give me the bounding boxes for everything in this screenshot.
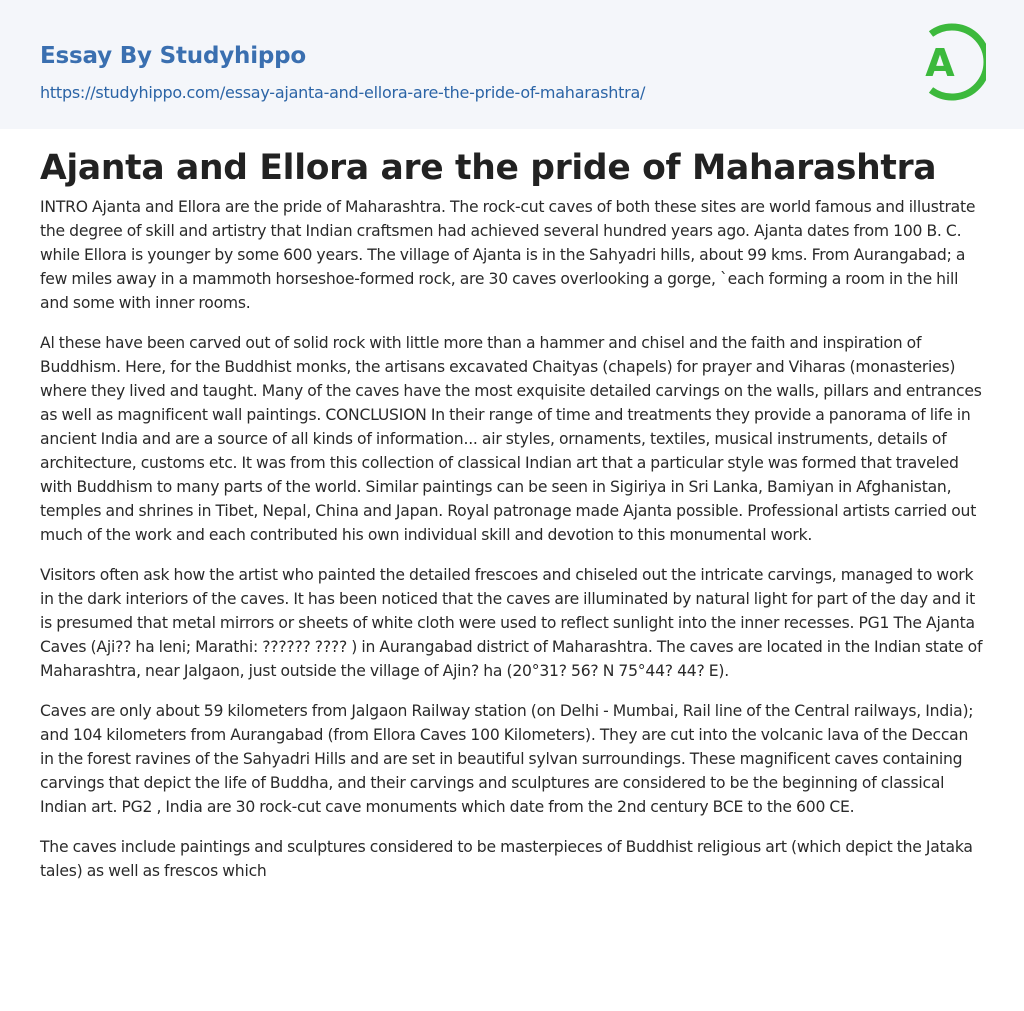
page-title: Ajanta and Ellora are the pride of Maharashtra	[40, 148, 937, 188]
essay-paragraph: Al these have been carved out of solid rock with little more than a hammer and chisel and the faith and inspiration of Buddhism. Here, for the Buddhist monks, the artisans excavated Chaityas (chapels) for prayer and Viharas (monasteries) where they lived and taught. Many of the caves have the most exquisite detailed carvings on the walls, pillars and entrances as well as magnificent wall paintings. CONCLUSION In their range of time and treatments they provide a panorama of life in ancient India and are a source of all kinds of information... air styles, ornaments, textiles, musical instruments, details of architecture, customs etc. It was from this collection of classical Indian art that a particular style was formed that traveled with Buddhism to many parts of the world. Similar paintings can be seen in Sigiriya in Sri Lanka, Bamiyan in Afghanistan, temples and shrines in Tibet, Nepal, China and Japan. Royal patronage made Ajanta possible. Professional artists carried out much of the work and each contributed his own individual skill and devotion to this monumental work.	[40, 334, 982, 544]
logo-letter: A	[925, 41, 955, 85]
site-header	[0, 0, 1024, 129]
essay-paragraph: Visitors often ask how the artist who painted the detailed frescoes and chiseled out the intricate carvings, managed to work in the dark interiors of the caves. It has been noticed that the caves are illuminated by natural light for part of the day and it is presumed that metal mirrors or sheets of white cloth were used to reflect sunlight into the inner recesses. PG1 The Ajanta Caves (Aji?? ha leni; Marathi: ?????? ???? ) in Aurangabad district of Maharashtra. The caves are located in the Indian state of Maharashtra, near Jalgaon, just outside the village of Ajin? ha (20°31? 56? N 75°44? 44? E).	[40, 566, 983, 680]
essay-paragraph: INTRO Ajanta and Ellora are the pride of Maharashtra. The rock-cut caves of both these sites are world famous and illustrate the degree of skill and artistry that Indian craftsmen had achieved several hundred years ago. Ajanta dates from 100 B. C. while Ellora is younger by some 600 years. The village of Ajanta is in the Sahyadri hills, about 99 kms. From Aurangabad; a few miles away in a mammoth horseshoe-formed rock, are 30 caves overlooking a gorge, `each forming a room in the hill and some with inner rooms.	[40, 198, 976, 312]
essay-paragraph: The caves include paintings and sculptures considered to be masterpieces of Buddhist religious art (which depict the Jataka tales) as well as frescos which	[40, 838, 973, 880]
essay-paragraph: Caves are only about 59 kilometers from Jalgaon Railway station (on Delhi - Mumbai, Rail line of the Central railways, India); and 104 kilometers from Aurangabad (from Ellora Caves 100 Kilometers). They are cut into the volcanic lava of the Deccan in the forest ravines of the Sahyadri Hills and are set in beautiful sylvan surroundings. These magnificent caves containing carvings that depict the life of Buddha, and their carvings and sculptures are considered to be the beginning of classical Indian art. PG2 , India are 30 rock-cut cave monuments which date from the 2nd century BCE to the 600 CE.	[40, 702, 974, 816]
studyhippo-logo-icon[interactable]	[910, 18, 986, 106]
essay-url-link[interactable]: https://studyhippo.com/essay-ajanta-and-ellora-are-the-pride-of-maharashtra/	[40, 83, 646, 102]
essay-content	[0, 148, 1024, 883]
brand-title: Essay By Studyhippo	[40, 43, 307, 69]
